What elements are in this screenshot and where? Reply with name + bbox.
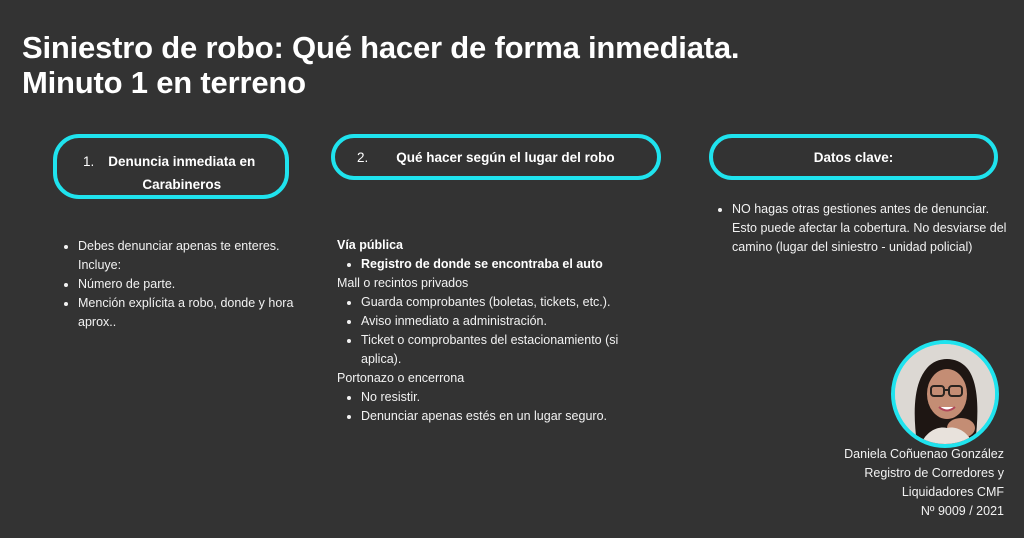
list-item: Mención explícita a robo, donde y hora aprox.. <box>60 294 300 332</box>
author-photo <box>891 340 999 448</box>
section-3-list <box>714 200 1014 257</box>
section-3-heading: Datos clave: <box>813 149 894 165</box>
author-registry-number: Nº 9009 / 2021 <box>920 504 1004 518</box>
list-item: Registro de donde se encontraba el auto <box>343 255 657 274</box>
section-2-number: 2. <box>357 149 369 165</box>
section-1-heading-line-2: Carabineros <box>142 177 222 192</box>
list-item: Denunciar apenas estés en un lugar seguro. <box>343 407 657 426</box>
section-1-heading-line-1: Denuncia inmediata en <box>108 154 256 169</box>
author-name: Daniela Coñuenao González <box>844 447 1004 461</box>
title-line-2: Minuto 1 en terreno <box>22 65 306 100</box>
author-credit <box>744 445 1004 521</box>
section-3-header <box>709 134 998 180</box>
list-item: Debes denunciar apenas te enteres. Incluye: <box>60 237 300 275</box>
section-2-header <box>331 134 661 180</box>
group-list-via-publica <box>337 255 657 274</box>
page-title <box>22 30 982 100</box>
list-item: Aviso inmediato a administración. <box>343 312 657 331</box>
section-1-content <box>60 237 300 332</box>
section-3-content <box>714 200 1014 257</box>
section-1-header <box>53 134 289 199</box>
section-1-list <box>60 237 300 332</box>
author-photo-icon <box>895 344 995 444</box>
section-2-heading: Qué hacer según el lugar del robo <box>396 149 615 165</box>
list-item: Guarda comprobantes (boletas, tickets, etc.). <box>343 293 657 312</box>
list-item: NO hagas otras gestiones antes de denunciar. Esto puede afectar la cobertura. No desviarse del camino (lugar del siniestro - unidad policial) <box>714 200 1014 257</box>
list-item: No resistir. <box>343 388 657 407</box>
group-label-mall: Mall o recintos privados <box>337 276 469 290</box>
group-list-portonazo <box>337 388 657 426</box>
section-1-number: 1. <box>83 154 95 169</box>
author-registry-line-2: Liquidadores CMF <box>901 485 1004 499</box>
list-item: Ticket o comprobantes del estacionamiento (si aplica). <box>343 331 657 369</box>
section-2-content <box>337 236 657 426</box>
group-label-portonazo: Portonazo o encerrona <box>337 371 465 385</box>
author-registry-line-1: Registro de Corredores y <box>864 466 1004 480</box>
title-line-1: Siniestro de robo: Qué hacer de forma inmediata. <box>22 30 740 65</box>
group-label-via-publica: Vía pública <box>337 238 403 252</box>
list-item: Número de parte. <box>60 275 300 294</box>
group-list-mall <box>337 293 657 369</box>
